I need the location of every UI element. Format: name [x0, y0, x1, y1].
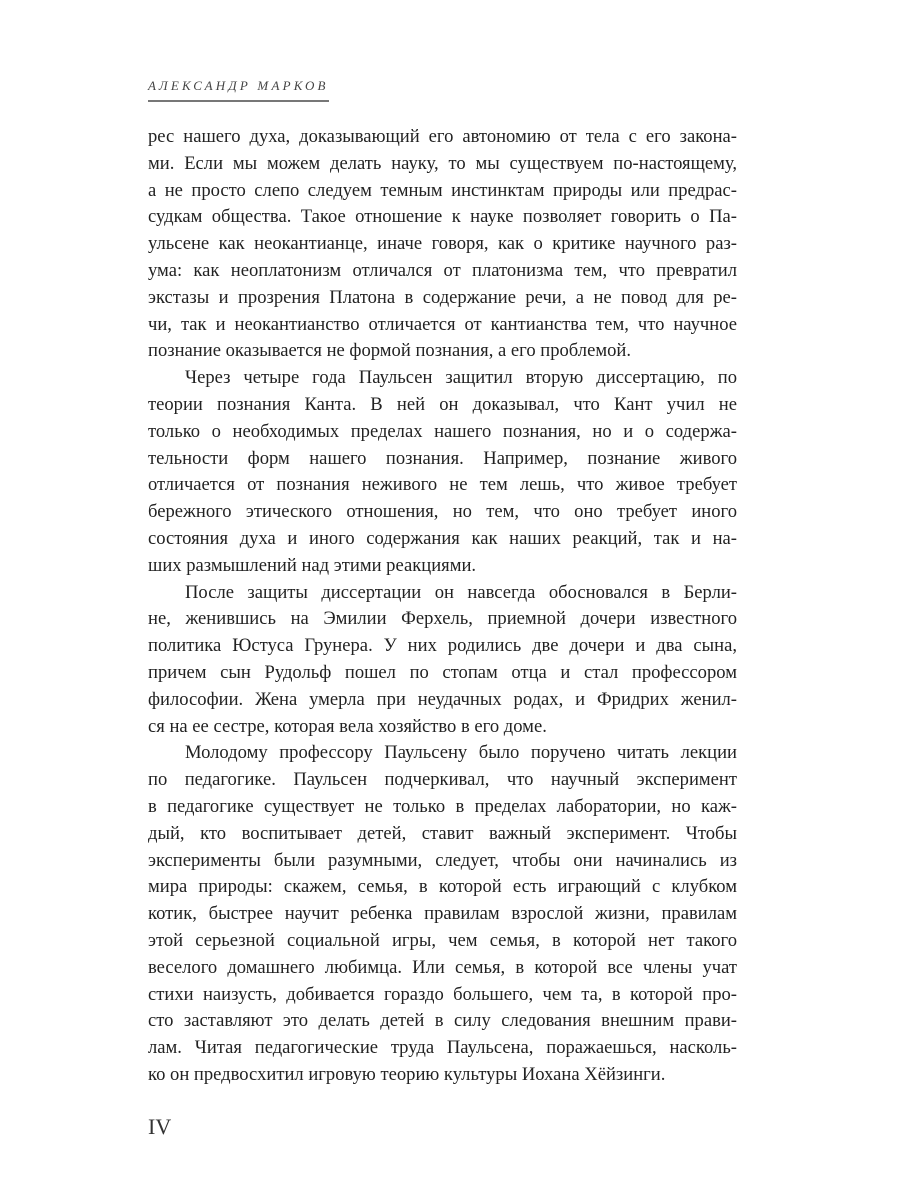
text-line: ульсене как неокантианце, иначе говоря, как о критике научного раз- [148, 233, 737, 255]
text-line: судкам общества. Такое отношение к науке позволяет говорить о Па- [148, 206, 737, 228]
text-line: котик, быстрее научит ребенка правилам взрослой жизни, правилам [148, 903, 737, 925]
text-line: этой серьезной социальной игры, чем семья, в которой нет такого [148, 929, 737, 951]
paragraph [148, 580, 737, 741]
text-line: не, женившись на Эмилии Ферхель, приемной дочери известного [148, 608, 737, 630]
paragraph [148, 365, 737, 579]
text-line: сто заставляют это делать детей в силу следования внешним прави- [148, 1010, 737, 1032]
text-line: Через четыре года Паульсен защитил вторую диссертацию, по [185, 367, 737, 389]
text-line: политика Юстуса Грунера. У них родились две дочери и два сына, [148, 635, 737, 657]
paragraph [148, 124, 737, 365]
text-line: по педагогике. Паульсен подчеркивал, что научный эксперимент [148, 769, 737, 791]
text-line: дый, кто воспитывает детей, ставит важный эксперимент. Чтобы [148, 822, 737, 844]
text-line: теории познания Канта. В ней он доказывал, что Кант учил не [148, 393, 737, 415]
paragraph [148, 740, 737, 1088]
text-line: рес нашего духа, доказывающий его автономию от тела с его закона- [148, 126, 737, 147]
text-line: ся на ее сестре, которая вела хозяйство в его доме. [148, 715, 547, 737]
text-line: мира природы: скажем, семья, в которой есть играющий с клубком [148, 876, 737, 898]
text-line: отличается от познания неживого не тем лешь, что живое требует [148, 474, 737, 496]
text-line: ко он предвосхитил игровую теорию культуры Иохана Хёйзинги. [148, 1063, 666, 1085]
text-line: только о необходимых пределах нашего познания, но и о содержа- [148, 420, 737, 442]
text-line: тельности форм нашего познания. Например, познание живого [148, 447, 737, 469]
text-line: а не просто слепо следуем темным инстинктам природы или предрас- [148, 179, 737, 201]
text-line: Молодому профессору Паульсену было поручено читать лекции [185, 742, 737, 764]
text-line: После защиты диссертации он навсегда обосновался в Берли- [185, 581, 737, 603]
text-line: ума: как неоплатонизм отличался от платонизма тем, что превратил [148, 259, 737, 281]
page-number: IV [148, 1114, 172, 1139]
text-line: состояния духа и иного содержания как наших реакций, так и на- [148, 527, 737, 549]
text-line: стихи наизусть, добивается гораздо большего, чем та, в которой про- [148, 983, 737, 1005]
text-line: в педагогике существует не только в пределах лаборатории, но каж- [148, 795, 737, 817]
text-line: ми. Если мы можем делать науку, то мы существуем по-настоящему, [148, 152, 737, 174]
running-head-author: АЛЕКСАНДР МАРКОВ [148, 78, 329, 102]
text-line: философии. Жена умерла при неудачных родах, и Фридрих женил- [148, 688, 737, 710]
text-line: познание оказывается не формой познания, а его проблемой. [148, 340, 632, 362]
body-text [148, 124, 737, 1089]
text-line: причем сын Рудольф пошел по стопам отца и стал профессором [148, 661, 737, 683]
text-line: лам. Читая педагогические труда Паульсена, поражаешься, насколь- [148, 1037, 737, 1059]
text-line: эксперименты были разумными, следует, чтобы они начинались из [148, 849, 737, 871]
text-line: чи, так и неокантианство отличается от кантианства тем, что научное [148, 313, 737, 335]
text-line: бережного этического отношения, но тем, что оно требует иного [148, 501, 737, 523]
text-line: ших размышлений над этими реакциями. [148, 554, 477, 576]
text-line: экстазы и прозрения Платона в содержание речи, а не повод для ре- [148, 286, 737, 308]
text-line: веселого домашнего любимца. Или семья, в которой все члены учат [148, 956, 737, 978]
